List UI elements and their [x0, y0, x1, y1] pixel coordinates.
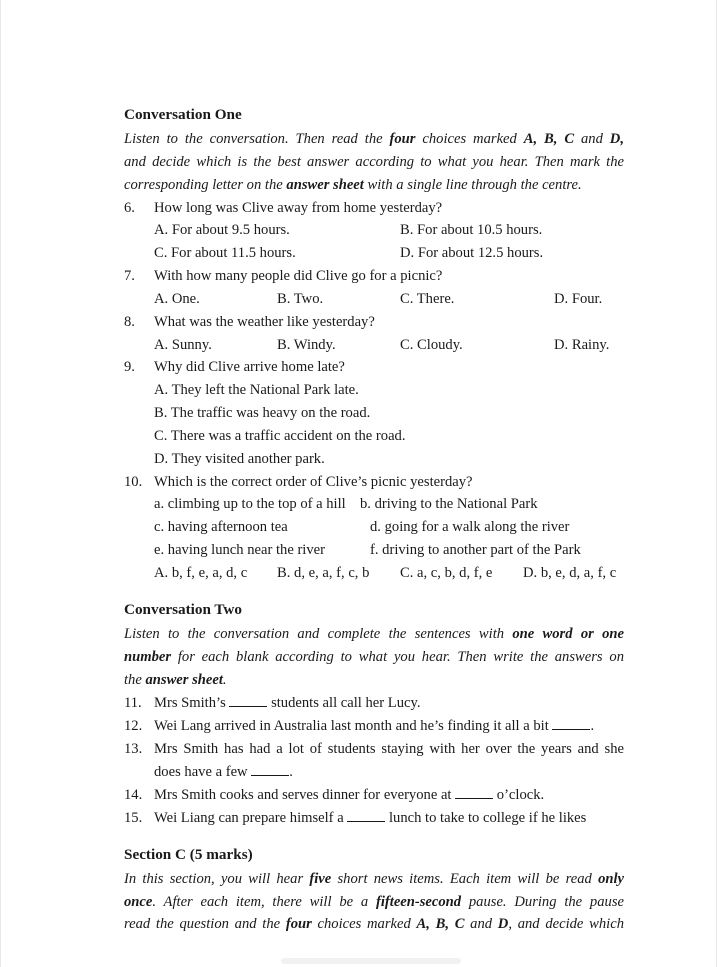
answer-blank	[455, 786, 493, 799]
question-number: 10.	[124, 474, 143, 490]
event-item: b. driving to the National Park	[360, 496, 538, 512]
section-c-instruction-line-3: read the question and the four choices marked A, B, C and D, and decide which	[124, 916, 624, 932]
option-d: D. For about 12.5 hours.	[400, 245, 544, 261]
event-item: c. having afternoon tea	[154, 519, 288, 535]
event-item: f. driving to another part of the Park	[370, 542, 581, 558]
question-text: Mrs Smith has had a lot of students staying with her over the years and she	[154, 741, 624, 757]
option-d: D. Four.	[554, 291, 603, 307]
question-text: Wei Liang can prepare himself a lunch to take to college if he likes	[154, 810, 587, 826]
option-a: A. One.	[154, 291, 200, 307]
event-item: a. climbing up to the top of a hill	[154, 496, 346, 512]
option-a: A. b, f, e, a, d, c	[154, 565, 248, 581]
conv2-instruction-line-2: number for each blank according to what you hear. Then write the answers on	[124, 649, 624, 665]
option-b: B. Two.	[277, 291, 324, 307]
option-a: A. They left the National Park late.	[154, 382, 359, 398]
question-number: 13.	[124, 741, 143, 757]
question-number: 12.	[124, 718, 143, 734]
conv1-instruction-line-1: Listen to the conversation. Then read the four choices marked A, B, C and D,	[124, 131, 624, 147]
option-b: B. The traffic was heavy on the road.	[154, 405, 371, 421]
question-text: With how many people did Clive go for a picnic?	[154, 268, 443, 284]
option-a: A. Sunny.	[154, 337, 212, 353]
option-c: C. For about 11.5 hours.	[154, 245, 296, 261]
option-c: C. There was a traffic accident on the road.	[154, 428, 406, 444]
option-d: D. They visited another park.	[154, 451, 325, 467]
question-number: 8.	[124, 314, 135, 330]
option-a: A. For about 9.5 hours.	[154, 222, 290, 238]
answer-blank	[347, 809, 385, 822]
option-d: D. Rainy.	[554, 337, 610, 353]
question-number: 14.	[124, 787, 143, 803]
option-b: B. Windy.	[277, 337, 336, 353]
question-text: What was the weather like yesterday?	[154, 314, 375, 330]
faded-footer-text	[281, 958, 461, 964]
question-text: Mrs Smith cooks and serves dinner for everyone at o’clock.	[154, 787, 545, 803]
conversation-one-heading: Conversation One	[124, 106, 242, 123]
question-text-continued: does have a few .	[154, 764, 293, 780]
question-text: Wei Lang arrived in Australia last month and he’s finding it all a bit .	[154, 718, 595, 734]
event-item: d. going for a walk along the river	[370, 519, 570, 535]
question-number: 15.	[124, 810, 143, 826]
option-c: C. There.	[400, 291, 455, 307]
event-item: e. having lunch near the river	[154, 542, 325, 558]
conv1-instruction-line-2: and decide which is the best answer according to what you hear. Then mark the	[124, 154, 624, 170]
answer-blank	[229, 694, 267, 707]
question-number: 9.	[124, 359, 135, 375]
option-c: C. Cloudy.	[400, 337, 463, 353]
conv1-instruction-line-3: corresponding letter on the answer sheet with a single line through the centre.	[124, 177, 582, 193]
option-c: C. a, c, b, d, f, e	[400, 565, 493, 581]
question-text: Mrs Smith’s students all call her Lucy.	[154, 695, 421, 711]
question-text: Which is the correct order of Clive’s picnic yesterday?	[154, 474, 473, 490]
section-c-instruction-line-2: once. After each item, there will be a fifteen-second pause. During the pause	[124, 894, 624, 910]
question-text: How long was Clive away from home yesterday?	[154, 200, 443, 216]
conv2-instruction-line-3: the answer sheet.	[124, 672, 227, 688]
question-text: Why did Clive arrive home late?	[154, 359, 345, 375]
option-b: B. For about 10.5 hours.	[400, 222, 543, 238]
section-c-heading: Section C (5 marks)	[124, 846, 253, 863]
section-c-instruction-line-1: In this section, you will hear five short news items. Each item will be read only	[124, 871, 625, 887]
conversation-two-heading: Conversation Two	[124, 601, 242, 618]
answer-blank	[552, 717, 590, 730]
question-number: 6.	[124, 200, 135, 216]
conv2-instruction-line-1: Listen to the conversation and complete the sentences with one word or one	[124, 626, 624, 642]
question-number: 11.	[124, 695, 142, 711]
option-d: D. b, e, d, a, f, c	[523, 565, 617, 581]
question-number: 7.	[124, 268, 135, 284]
answer-blank	[251, 763, 289, 776]
option-b: B. d, e, a, f, c, b	[277, 565, 370, 581]
